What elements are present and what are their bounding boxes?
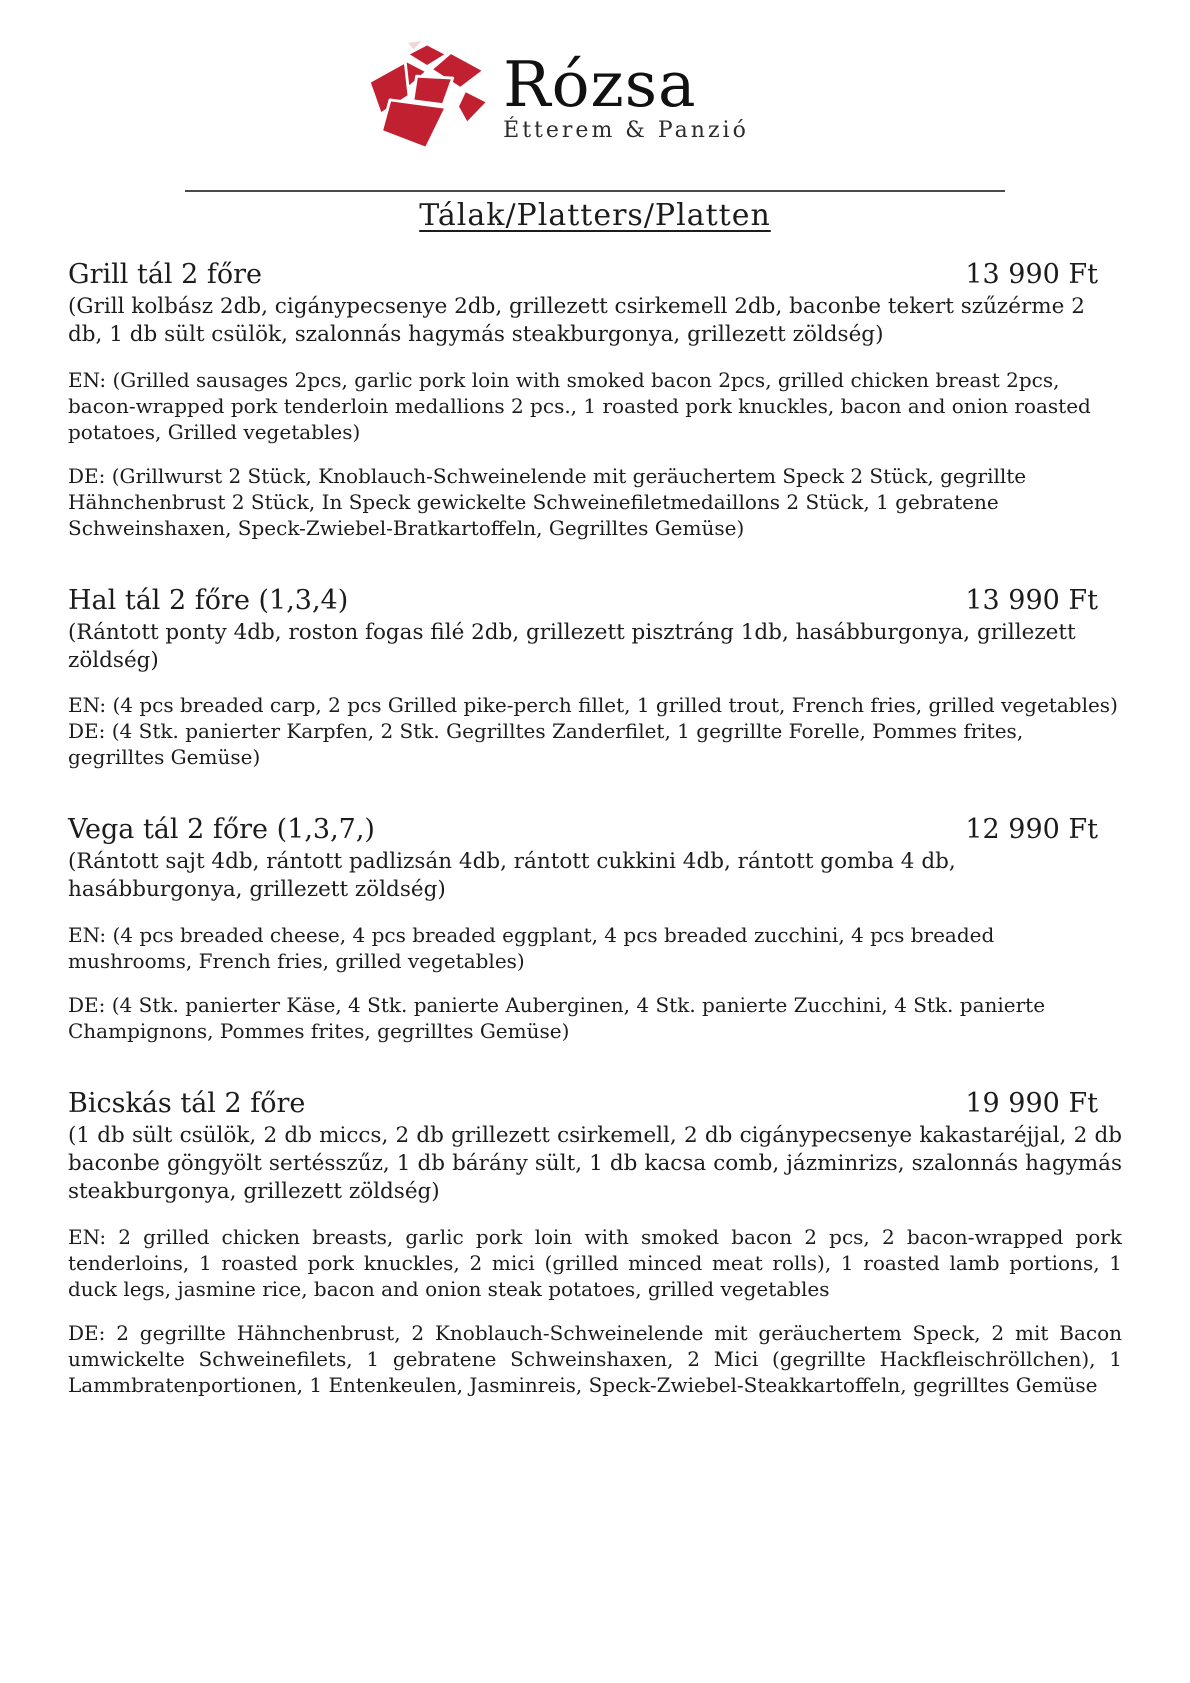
item-description-en: EN: (Grilled sausages 2pcs, garlic pork loin with smoked bacon 2pcs, grilled chicken breast 2pcs, bacon-wrapped pork tenderloin medallions 2 pcs., 1 roasted pork knuckles, bacon and onion roasted potatoes, Grilled vegetables) [68,367,1091,444]
item-header [68,814,1122,846]
brand-logo [30,38,1084,158]
item-description-de: DE: 2 gegrillte Hähnchenbrust, 2 Knoblauch-Schweinelende mit geräuchertem Speck, 2 mit Bacon umwickelte Schweinefilets, 1 gebratene Schweinshaxen, 2 Mici (gegrillte Hackfleischröllchen), 1 Lammbratenportionen, 1 Entenkeulen, Jasminreis, Speck-Zwiebel-Steakkartoffeln, gegrilltes Gemüse [68,1320,1122,1397]
menu-sections [68,259,1122,1398]
menu-section-bicskas [68,1088,1122,1398]
brand-text [503,48,749,143]
item-description-hu: (Rántott ponty 4db, roston fogas filé 2db, grillezett pisztráng 1db, hasábburgonya, grillezett zöldség) [68,619,1076,673]
item-name: Bicskás tál 2 főre [68,1088,306,1120]
item-description-de: DE: (4 Stk. panierter Karpfen, 2 Stk. Gegrilltes Zanderfilet, 1 gegrillte Forelle, Pommes frites, gegrilltes Gemüse) [68,719,1024,770]
header-divider [185,190,1005,192]
item-description-hu: (Grill kolbász 2db, cigánypecsenye 2db, grillezett csirkemell 2db, baconbe tekert szűzérme 2 db, 1 db sült csülök, szalonnás hagymás steakburgonya, grillezett zöldség) [68,293,1085,347]
item-header [68,1088,1122,1120]
item-description-de: DE: (Grillwurst 2 Stück, Knoblauch-Schweinelende mit geräuchertem Speck 2 Stück, gegrillte Hähnchenbrust 2 Stück, In Speck gewickelte Schweinefiletmedaillons 2 Stück, 1 gebratene Schweinshaxen, Speck-Zwiebel-Bratkartoffeln, Gegrilltes Gemüse) [68,463,1027,540]
brand-name: Rózsa [503,48,697,121]
item-price: 12 990 Ft [965,814,1098,846]
page-title: Tálak/Platters/Platten [419,198,771,233]
item-name: Hal tál 2 főre (1,3,4) [68,584,349,616]
item-description-de: DE: (4 Stk. panierter Käse, 4 Stk. panierte Auberginen, 4 Stk. panierte Zucchini, 4 Stk. panierte Champignons, Pommes frites, gegrilltes Gemüse) [68,993,1046,1044]
item-description-en: EN: 2 grilled chicken breasts, garlic pork loin with smoked bacon 2 pcs, 2 bacon-wrapped pork tenderloins, 1 roasted pork knuckles, 2 mici (grilled minced meat rolls), 1 roasted lamb portions, 1 duck legs, jasmine rice, bacon and onion steak potatoes, grilled vegetables [68,1224,1122,1301]
item-header [68,259,1122,291]
item-description-hu: (Rántott sajt 4db, rántott padlizsán 4db, rántott cukkini 4db, rántott gomba 4 db, hasábburgonya, grillezett zöldség) [68,849,956,903]
menu-section-vega [68,814,1122,1044]
item-price: 13 990 Ft [965,259,1098,290]
rose-icon [365,41,491,155]
item-name: Grill tál 2 főre [68,259,263,290]
item-price: 19 990 Ft [965,1088,1098,1120]
item-description-hu: (1 db sült csülök, 2 db miccs, 2 db grillezett csirkemell, 2 db cigánypecsenye kakastaréjjal, 2 db baconbe göngyölt sertésszűz, 1 db bárány sült, 1 db kacsa comb, jázminrizs, szalonnás hagymás steakburgonya, grillezett zöldség) [68,1123,1122,1204]
item-description-en: EN: (4 pcs breaded carp, 2 pcs Grilled pike-perch fillet, 1 grilled trout, French fries, grilled vegetables) [68,693,1118,718]
menu-section-hal [68,585,1122,771]
brand-subtitle: Étterem & Panzió [503,118,749,143]
menu-section-grill [68,259,1122,541]
item-name: Vega tál 2 főre (1,3,7,) [68,814,375,846]
item-header [68,585,1122,617]
item-price: 13 990 Ft [965,584,1098,616]
item-description-en: EN: (4 pcs breaded cheese, 4 pcs breaded eggplant, 4 pcs breaded zucchini, 4 pcs breaded mushrooms, French fries, grilled vegetables) [68,923,995,974]
